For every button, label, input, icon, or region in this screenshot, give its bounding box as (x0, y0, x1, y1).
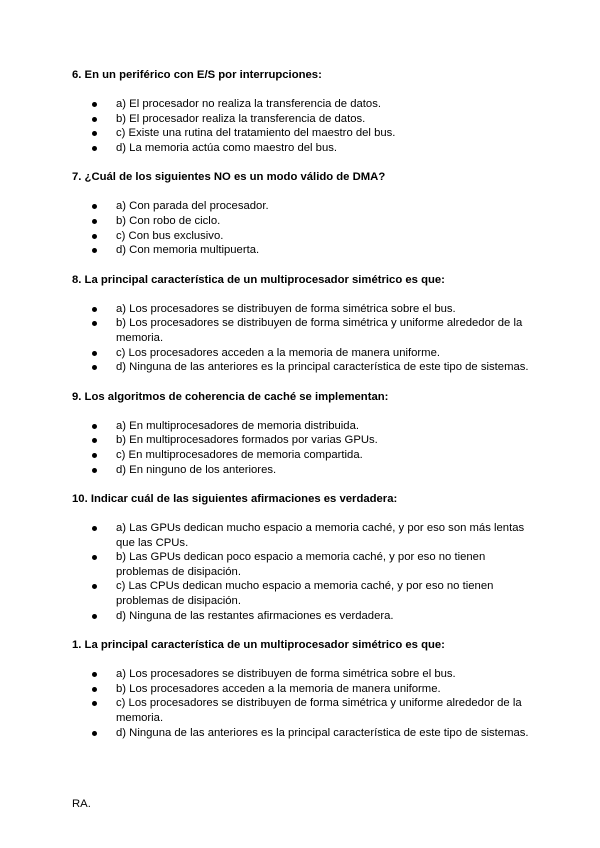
option-a: a) Los procesadores se distribuyen de forma simétrica sobre el bus. (72, 667, 532, 682)
question-list (72, 68, 532, 740)
option-d: d) Ninguna de las restantes afirmaciones es verdadera. (72, 609, 532, 624)
question-1 (72, 638, 532, 740)
question-9 (72, 390, 532, 477)
option-c: c) Con bus exclusivo. (72, 229, 532, 244)
option-a: a) Con parada del procesador. (72, 199, 532, 214)
option-b: b) El procesador realiza la transferencia de datos. (72, 112, 532, 127)
option-a: a) Los procesadores se distribuyen de forma simétrica sobre el bus. (72, 302, 532, 317)
option-c: c) En multiprocesadores de memoria compartida. (72, 448, 532, 463)
question-title: 1. La principal característica de un multiprocesador simétrico es que: (72, 639, 445, 652)
option-d: d) En ninguno de los anteriores. (72, 463, 532, 478)
question-title: 6. En un periférico con E/S por interrupciones: (72, 69, 322, 81)
option-c: c) Existe una rutina del tratamiento del maestro del bus. (72, 126, 532, 141)
option-list (72, 302, 532, 375)
option-d: d) Ninguna de las anteriores es la principal característica de este tipo de sistemas. (72, 360, 532, 375)
option-c: c) Las CPUs dedican mucho espacio a memoria caché, y por eso no tienen problemas de disipación. (72, 579, 532, 608)
question-title: 10. Indicar cuál de las siguientes afirmaciones es verdadera: (72, 493, 398, 506)
option-b: b) Las GPUs dedican poco espacio a memoria caché, y por eso no tienen problemas de disipación. (72, 550, 532, 579)
option-list (72, 521, 532, 623)
option-d: d) La memoria actúa como maestro del bus. (72, 141, 532, 156)
option-b: b) Con robo de ciclo. (72, 214, 532, 229)
option-c: c) Los procesadores acceden a la memoria de manera uniforme. (72, 346, 532, 361)
option-d: d) Con memoria multipuerta. (72, 243, 532, 258)
question-7 (72, 170, 532, 257)
option-list (72, 419, 532, 477)
option-d: d) Ninguna de las anteriores es la principal característica de este tipo de sistemas. (72, 726, 532, 741)
question-title: 9. Los algoritmos de coherencia de caché se implementan: (72, 390, 389, 403)
option-c: c) Los procesadores se distribuyen de forma simétrica y uniforme alrededor de la memoria. (72, 696, 532, 725)
option-list (72, 199, 532, 257)
question-title: 7. ¿Cuál de los siguientes NO es un modo válido de DMA? (72, 171, 386, 184)
option-list (72, 667, 532, 740)
option-a: a) El procesador no realiza la transferencia de datos. (72, 97, 532, 112)
question-title: 8. La principal característica de un multiprocesador simétrico es que: (72, 273, 445, 286)
option-a: a) En multiprocesadores de memoria distribuida. (72, 419, 532, 434)
question-6 (72, 68, 532, 155)
option-b: b) Los procesadores acceden a la memoria de manera uniforme. (72, 682, 532, 697)
option-b: b) En multiprocesadores formados por varias GPUs. (72, 433, 532, 448)
option-list (72, 97, 532, 155)
question-8 (72, 273, 532, 375)
option-a: a) Las GPUs dedican mucho espacio a memoria caché, y por eso son más lentas que las CPUs. (72, 521, 532, 550)
answer-footer: RA. (72, 798, 91, 810)
question-10 (72, 492, 532, 623)
option-b: b) Los procesadores se distribuyen de forma simétrica y uniforme alrededor de la memoria. (72, 316, 532, 345)
